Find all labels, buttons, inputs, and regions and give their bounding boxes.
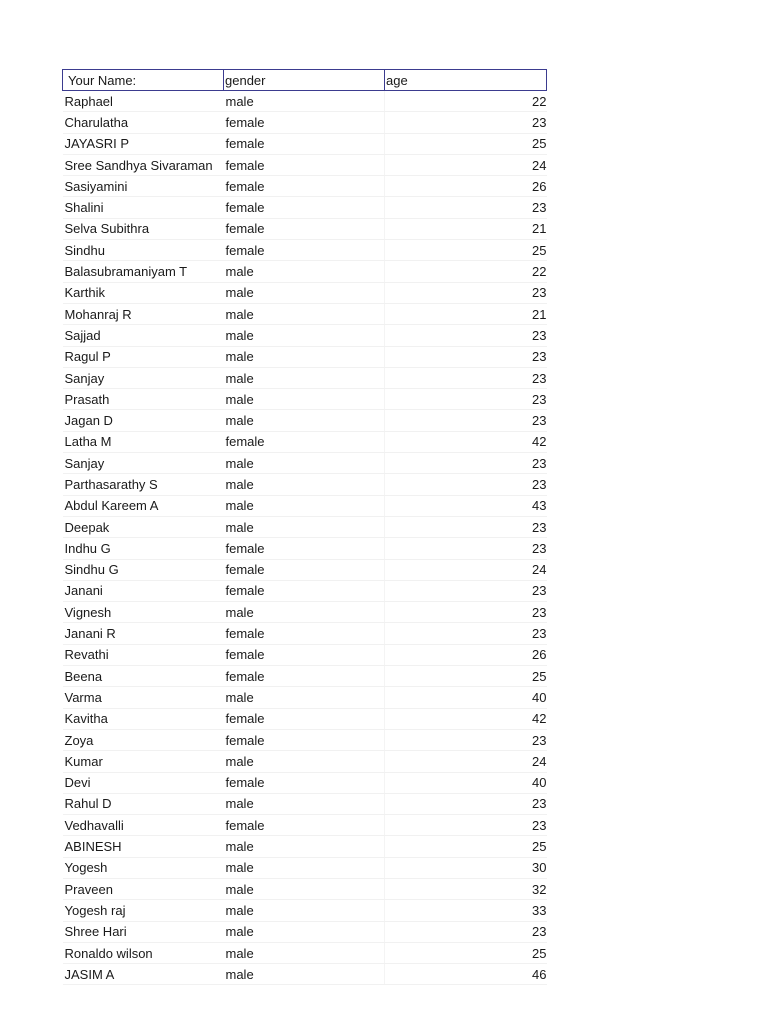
table-row: [63, 644, 547, 665]
table-row: [63, 964, 547, 985]
age-cell[interactable]: 25: [385, 942, 547, 963]
age-cell[interactable]: 23: [385, 197, 547, 218]
name-cell[interactable]: Varma: [63, 687, 224, 708]
age-cell[interactable]: 26: [385, 644, 547, 665]
gender-cell[interactable]: male: [224, 687, 385, 708]
table-row: [63, 240, 547, 261]
age-cell[interactable]: 23: [385, 474, 547, 495]
age-cell[interactable]: 26: [385, 176, 547, 197]
age-cell[interactable]: 23: [385, 367, 547, 388]
table-row: [63, 793, 547, 814]
table-row: [63, 666, 547, 687]
name-cell[interactable]: Sasiyamini: [63, 176, 224, 197]
gender-cell[interactable]: female: [224, 176, 385, 197]
age-cell[interactable]: 23: [385, 112, 547, 133]
name-cell[interactable]: Praveen: [63, 878, 224, 899]
table-row: [63, 154, 547, 175]
age-cell[interactable]: 33: [385, 900, 547, 921]
gender-cell[interactable]: female: [224, 623, 385, 644]
age-cell[interactable]: 24: [385, 751, 547, 772]
name-cell[interactable]: Yogesh raj: [63, 900, 224, 921]
gender-cell[interactable]: female: [224, 112, 385, 133]
age-cell[interactable]: 40: [385, 687, 547, 708]
name-cell[interactable]: ABINESH: [63, 836, 224, 857]
name-cell[interactable]: Parthasarathy S: [63, 474, 224, 495]
age-cell[interactable]: 21: [385, 218, 547, 239]
name-cell[interactable]: Vedhavalli: [63, 815, 224, 836]
age-cell[interactable]: 23: [385, 815, 547, 836]
name-cell[interactable]: Sindhu G: [63, 559, 224, 580]
table-row: [63, 91, 547, 112]
name-cell[interactable]: Indhu G: [63, 538, 224, 559]
table-row: [63, 197, 547, 218]
gender-cell[interactable]: female: [224, 240, 385, 261]
table-row: [63, 857, 547, 878]
table-row: [63, 516, 547, 537]
age-cell[interactable]: 22: [385, 91, 547, 112]
header-cell-gender[interactable]: gender: [224, 70, 385, 91]
age-cell[interactable]: 22: [385, 261, 547, 282]
age-cell[interactable]: 43: [385, 495, 547, 516]
age-cell[interactable]: 23: [385, 729, 547, 750]
name-cell[interactable]: Sajjad: [63, 325, 224, 346]
name-cell[interactable]: Sree Sandhya Sivaraman: [63, 154, 224, 175]
age-cell[interactable]: 46: [385, 964, 547, 985]
name-cell[interactable]: Sindhu: [63, 240, 224, 261]
name-cell[interactable]: Jagan D: [63, 410, 224, 431]
table-body: [63, 91, 547, 985]
name-cell[interactable]: Vignesh: [63, 602, 224, 623]
table-row: [63, 878, 547, 899]
gender-cell[interactable]: male: [224, 793, 385, 814]
table-row: [63, 623, 547, 644]
table-row: [63, 325, 547, 346]
gender-cell[interactable]: male: [224, 261, 385, 282]
gender-cell[interactable]: female: [224, 218, 385, 239]
gender-cell[interactable]: male: [224, 942, 385, 963]
name-cell[interactable]: Ragul P: [63, 346, 224, 367]
name-cell[interactable]: Charulatha: [63, 112, 224, 133]
gender-cell[interactable]: male: [224, 367, 385, 388]
name-cell[interactable]: Kavitha: [63, 708, 224, 729]
gender-cell[interactable]: female: [224, 580, 385, 601]
age-cell[interactable]: 23: [385, 538, 547, 559]
age-cell[interactable]: 23: [385, 346, 547, 367]
table-row: [63, 687, 547, 708]
age-cell[interactable]: 25: [385, 240, 547, 261]
name-cell[interactable]: Rahul D: [63, 793, 224, 814]
header-row: [63, 70, 547, 91]
age-cell[interactable]: 25: [385, 133, 547, 154]
gender-cell[interactable]: male: [224, 325, 385, 346]
name-cell[interactable]: Kumar: [63, 751, 224, 772]
age-cell[interactable]: 23: [385, 410, 547, 431]
table-row: [63, 921, 547, 942]
age-cell[interactable]: 32: [385, 878, 547, 899]
age-cell[interactable]: 23: [385, 580, 547, 601]
gender-cell[interactable]: female: [224, 538, 385, 559]
name-cell[interactable]: Sanjay: [63, 453, 224, 474]
gender-cell[interactable]: female: [224, 644, 385, 665]
table-row: [63, 389, 547, 410]
header-cell-age[interactable]: age: [385, 70, 547, 91]
name-cell[interactable]: Revathi: [63, 644, 224, 665]
table-row: [63, 346, 547, 367]
name-cell[interactable]: Karthik: [63, 282, 224, 303]
gender-cell[interactable]: female: [224, 708, 385, 729]
table-row: [63, 538, 547, 559]
gender-cell[interactable]: female: [224, 431, 385, 452]
name-cell[interactable]: Prasath: [63, 389, 224, 410]
name-cell[interactable]: Sanjay: [63, 367, 224, 388]
name-cell[interactable]: Abdul Kareem A: [63, 495, 224, 516]
age-cell[interactable]: 23: [385, 602, 547, 623]
table-row: [63, 751, 547, 772]
name-cell[interactable]: JAYASRI P: [63, 133, 224, 154]
gender-cell[interactable]: female: [224, 133, 385, 154]
table-row: [63, 495, 547, 516]
gender-cell[interactable]: male: [224, 91, 385, 112]
age-cell[interactable]: 23: [385, 793, 547, 814]
name-cell[interactable]: Janani R: [63, 623, 224, 644]
age-cell[interactable]: 25: [385, 836, 547, 857]
age-cell[interactable]: 23: [385, 282, 547, 303]
gender-cell[interactable]: male: [224, 453, 385, 474]
name-cell[interactable]: Yogesh: [63, 857, 224, 878]
gender-cell[interactable]: female: [224, 815, 385, 836]
name-cell[interactable]: Mohanraj R: [63, 303, 224, 324]
gender-cell[interactable]: male: [224, 346, 385, 367]
gender-cell[interactable]: male: [224, 474, 385, 495]
age-cell[interactable]: 23: [385, 516, 547, 537]
header-cell-name[interactable]: Your Name:: [63, 70, 224, 91]
name-cell[interactable]: Zoya: [63, 729, 224, 750]
table-row: [63, 410, 547, 431]
age-cell[interactable]: 23: [385, 325, 547, 346]
gender-cell[interactable]: female: [224, 729, 385, 750]
gender-cell[interactable]: male: [224, 857, 385, 878]
gender-cell[interactable]: male: [224, 303, 385, 324]
age-cell[interactable]: 30: [385, 857, 547, 878]
name-cell[interactable]: Ronaldo wilson: [63, 942, 224, 963]
table-row: [63, 218, 547, 239]
table-row: [63, 602, 547, 623]
age-cell[interactable]: 23: [385, 389, 547, 410]
gender-cell[interactable]: male: [224, 495, 385, 516]
gender-cell[interactable]: male: [224, 410, 385, 431]
table-row: [63, 900, 547, 921]
age-cell[interactable]: 21: [385, 303, 547, 324]
gender-cell[interactable]: female: [224, 197, 385, 218]
name-cell[interactable]: Shree Hari: [63, 921, 224, 942]
gender-cell[interactable]: male: [224, 602, 385, 623]
table-row: [63, 474, 547, 495]
name-cell[interactable]: Selva Subithra: [63, 218, 224, 239]
name-cell[interactable]: Deepak: [63, 516, 224, 537]
age-cell[interactable]: 24: [385, 154, 547, 175]
age-cell[interactable]: 23: [385, 921, 547, 942]
name-cell[interactable]: Devi: [63, 772, 224, 793]
table-row: [63, 261, 547, 282]
name-cell[interactable]: Raphael: [63, 91, 224, 112]
age-cell[interactable]: 23: [385, 623, 547, 644]
gender-cell[interactable]: female: [224, 154, 385, 175]
age-cell[interactable]: 23: [385, 453, 547, 474]
name-cell[interactable]: Balasubramaniyam T: [63, 261, 224, 282]
age-cell[interactable]: 42: [385, 708, 547, 729]
table-row: [63, 942, 547, 963]
gender-cell[interactable]: male: [224, 389, 385, 410]
gender-cell[interactable]: male: [224, 900, 385, 921]
table-row: [63, 772, 547, 793]
name-cell[interactable]: JASIM A: [63, 964, 224, 985]
table-row: [63, 133, 547, 154]
table-row: [63, 367, 547, 388]
table-row: [63, 580, 547, 601]
age-cell[interactable]: 24: [385, 559, 547, 580]
spreadsheet-table: [62, 69, 547, 985]
gender-cell[interactable]: female: [224, 666, 385, 687]
table-row: [63, 729, 547, 750]
age-cell[interactable]: 40: [385, 772, 547, 793]
gender-cell[interactable]: male: [224, 282, 385, 303]
gender-cell[interactable]: male: [224, 751, 385, 772]
table-row: [63, 431, 547, 452]
gender-cell[interactable]: male: [224, 964, 385, 985]
gender-cell[interactable]: male: [224, 878, 385, 899]
table-row: [63, 559, 547, 580]
name-cell[interactable]: Janani: [63, 580, 224, 601]
table-row: [63, 303, 547, 324]
age-cell[interactable]: 25: [385, 666, 547, 687]
gender-cell[interactable]: male: [224, 836, 385, 857]
name-cell[interactable]: Latha M: [63, 431, 224, 452]
gender-cell[interactable]: female: [224, 559, 385, 580]
table-row: [63, 708, 547, 729]
gender-cell[interactable]: male: [224, 516, 385, 537]
table-row: [63, 836, 547, 857]
table-row: [63, 112, 547, 133]
table-row: [63, 176, 547, 197]
name-cell[interactable]: Shalini: [63, 197, 224, 218]
table-row: [63, 282, 547, 303]
gender-cell[interactable]: female: [224, 772, 385, 793]
age-cell[interactable]: 42: [385, 431, 547, 452]
gender-cell[interactable]: male: [224, 921, 385, 942]
name-cell[interactable]: Beena: [63, 666, 224, 687]
table-row: [63, 453, 547, 474]
table-row: [63, 815, 547, 836]
